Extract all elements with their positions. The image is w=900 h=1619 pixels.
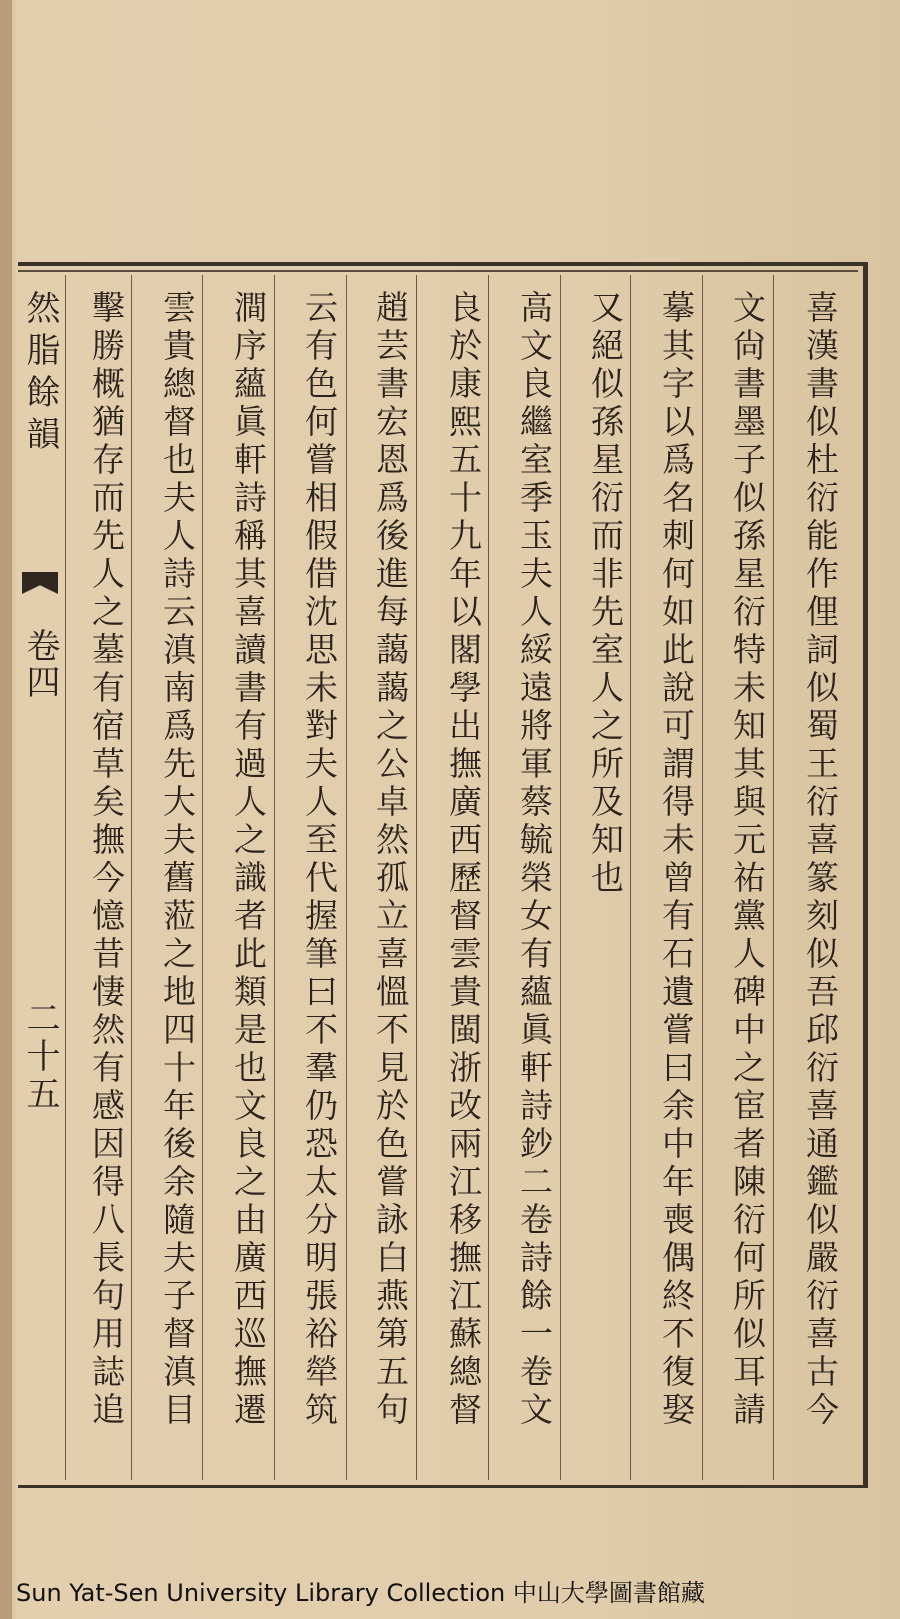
column-rule [346, 275, 347, 1480]
column-rule [773, 275, 774, 1480]
column-rule [131, 275, 132, 1480]
volume-label: 卷四 [20, 628, 60, 700]
text-column-8: 云有色何嘗相假借沈思未對夫人至代握筆曰不羣仍恐太分明張裕犖筑 [300, 290, 339, 1430]
column-rule [65, 275, 66, 1480]
column-rule [274, 275, 275, 1480]
text-column-11: 擊勝概猶存而先人之墓有宿草矣撫今憶昔悽然有感因得八長句用誌追 [87, 290, 126, 1430]
text-column-10: 雲貴總督也夫人詩云滇南爲先大夫舊蒞之地四十年後余隨夫子督滇目 [158, 290, 197, 1430]
column-rule [202, 275, 203, 1480]
text-column-6: 良於康熙五十九年以閣學出撫廣西歷督雲貴閩浙改兩江移撫江蘇總督 [444, 290, 483, 1430]
text-column-7: 趙芸書宏恩爲後進每藹藹之公卓然孤立喜慍不見於色嘗詠白燕第五句 [371, 290, 410, 1430]
text-column-4: 又絕似孫星衍而非先室人之所及知也 [586, 290, 625, 898]
frame-inner-line [18, 270, 858, 272]
library-watermark: Sun Yat-Sen University Library Collection 中山大學圖書館藏 [16, 1579, 705, 1607]
book-title: 然脂餘韻 [20, 290, 60, 458]
text-column-9: 澗序蘊眞軒詩稱其喜讀書有過人之識者此類是也文良之由廣西巡撫遷 [229, 290, 268, 1430]
column-rule [630, 275, 631, 1480]
column-rule [702, 275, 703, 1480]
text-column-5: 高文良繼室季玉夫人綏遠將軍蔡毓榮女有蘊眞軒詩鈔二卷詩餘一卷文 [515, 290, 554, 1430]
column-rule [416, 275, 417, 1480]
page-number: 二十五 [20, 1000, 60, 1114]
text-column-1: 喜漢書似杜衍能作俚詞似蜀王衍喜篆刻似吾邱衍喜通鑑似嚴衍喜古今 [801, 290, 840, 1430]
text-column-2: 文尙書墨子似孫星衍特未知其與元祐黨人碑中之宦者陳衍何所似耳請 [728, 290, 767, 1430]
text-column-3: 摹其字以爲名刺何如此說可謂得未曾有石遺嘗曰余中年喪偶終不復娶 [657, 290, 696, 1430]
column-rule [560, 275, 561, 1480]
column-rule [488, 275, 489, 1480]
binding-edge [0, 0, 12, 1619]
